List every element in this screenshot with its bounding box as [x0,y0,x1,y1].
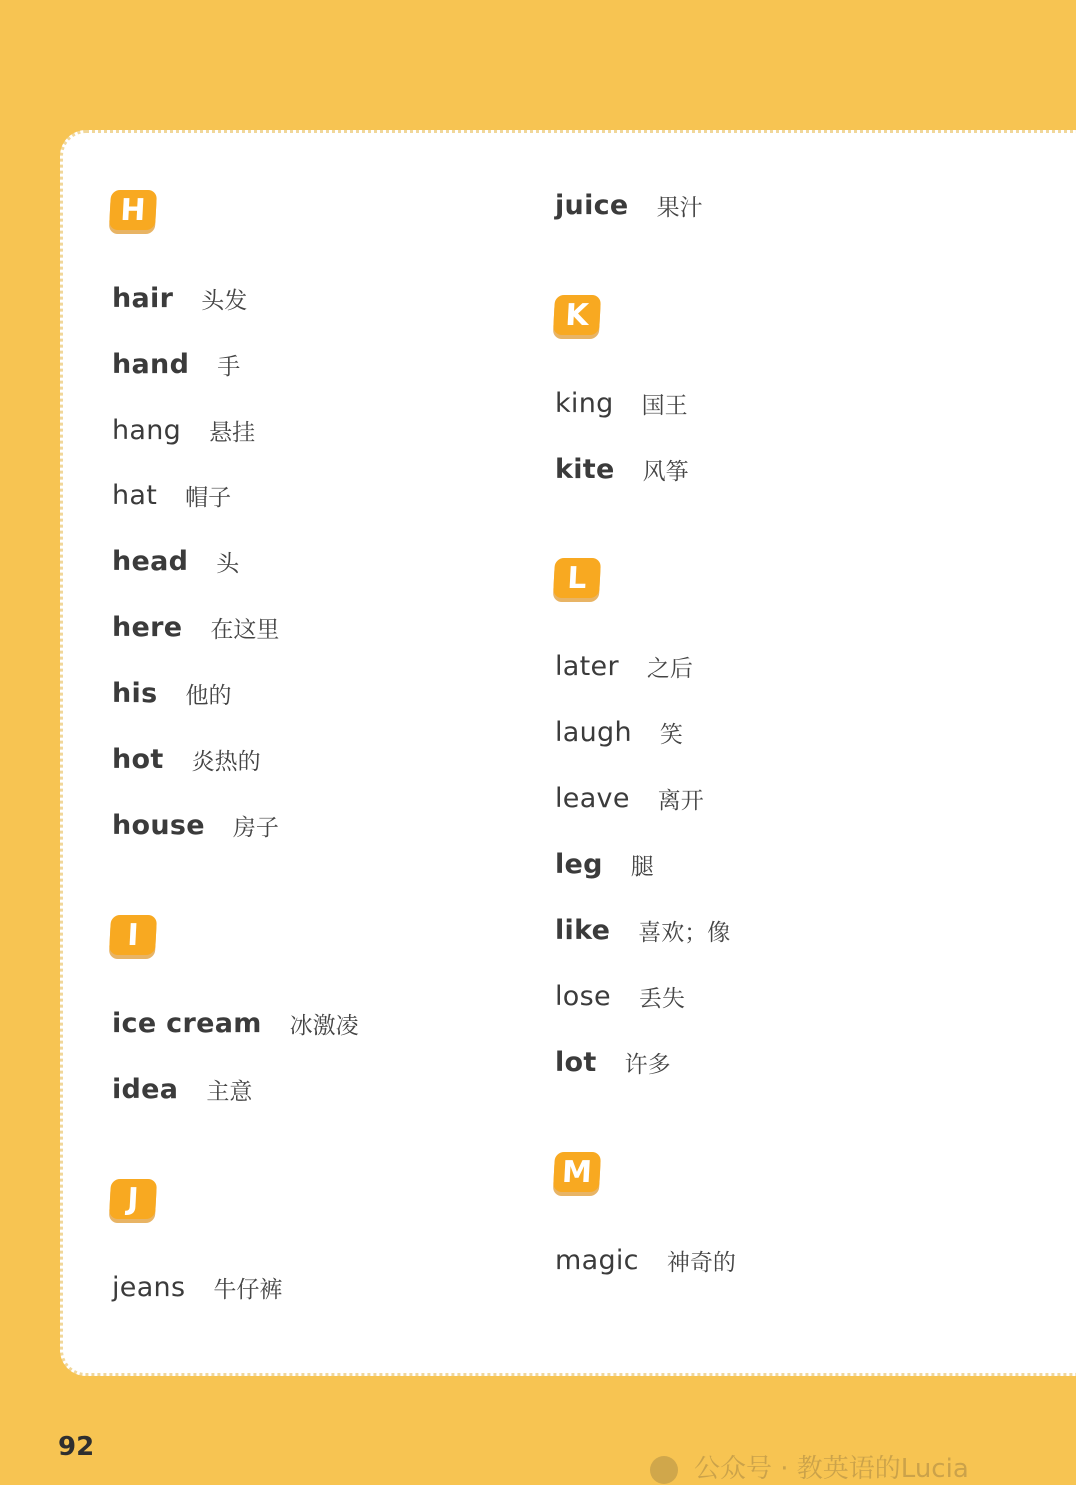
word-chinese: 手 [217,353,241,380]
word-english: hair [112,282,174,314]
word-entry [555,1240,736,1280]
word-chinese: 头发 [201,287,248,314]
word-entry [555,778,704,818]
word-english: his [112,677,158,709]
word-chinese: 腿 [630,853,654,880]
word-entry [112,805,279,845]
word-english: hand [112,348,190,380]
word-english: jeans [112,1271,186,1303]
word-entry [555,910,730,950]
word-chinese: 在这里 [210,616,280,643]
word-english: hat [112,479,158,511]
watermark [650,1448,969,1485]
word-english: house [112,809,205,841]
word-entry [555,976,685,1016]
word-english: magic [555,1244,639,1276]
letter-badge-m: M [553,1152,601,1192]
word-entry [555,712,683,752]
word-entry [555,449,689,489]
word-english: hang [112,414,182,446]
word-english: lot [555,1046,597,1078]
word-chinese: 神奇的 [666,1249,736,1276]
word-chinese: 果汁 [656,194,703,221]
word-english: kite [555,453,615,485]
word-chinese: 他的 [185,682,232,709]
word-chinese: 头 [216,550,240,577]
word-entry [112,410,255,450]
word-chinese: 牛仔裤 [213,1276,283,1303]
word-entry [555,185,703,225]
letter-badge-l: L [553,558,601,598]
word-entry [112,344,240,384]
word-entry [555,383,688,423]
word-chinese: 帽子 [185,484,232,511]
word-chinese: 主意 [206,1078,253,1105]
word-chinese: 笑 [659,721,683,748]
word-entry [112,1069,252,1109]
word-chinese: 喜欢；像 [638,919,731,946]
word-entry [112,541,239,581]
word-chinese: 悬挂 [209,419,256,446]
word-english: here [112,611,183,643]
word-english: head [112,545,189,577]
wechat-icon [650,1456,678,1484]
word-chinese: 风筝 [642,458,689,485]
word-english: king [555,387,614,419]
word-english: like [555,914,611,946]
word-english: leave [555,782,630,814]
letter-badge-h: H [109,190,157,230]
word-entry [112,673,231,713]
word-entry [555,646,693,686]
word-entry [112,278,247,318]
word-entry [555,844,654,884]
word-english: juice [555,189,629,221]
word-entry [112,1267,282,1307]
word-english: idea [112,1073,179,1105]
word-chinese: 离开 [657,787,704,814]
word-english: hot [112,743,164,775]
word-chinese: 炎热的 [191,748,261,775]
word-english: ice cream [112,1007,262,1039]
word-english: leg [555,848,603,880]
word-entry [112,739,261,779]
page-number: 92 [58,1432,95,1462]
word-entry [555,1042,671,1082]
watermark-text: 公众号 · 教英语的Lucia [694,1454,969,1484]
word-chinese: 许多 [624,1051,671,1078]
word-entry [112,475,231,515]
letter-badge-j: J [109,1179,157,1219]
word-english: laugh [555,716,632,748]
letter-badge-k: K [553,295,601,335]
word-chinese: 丢失 [638,985,685,1012]
word-english: later [555,650,619,682]
letter-badge-i: I [109,915,157,955]
word-chinese: 之后 [646,655,693,682]
word-entry [112,607,279,647]
word-chinese: 房子 [232,814,279,841]
word-chinese: 冰激凌 [289,1012,359,1039]
word-chinese: 国王 [641,392,688,419]
word-english: lose [555,980,611,1012]
word-entry [112,1003,359,1043]
